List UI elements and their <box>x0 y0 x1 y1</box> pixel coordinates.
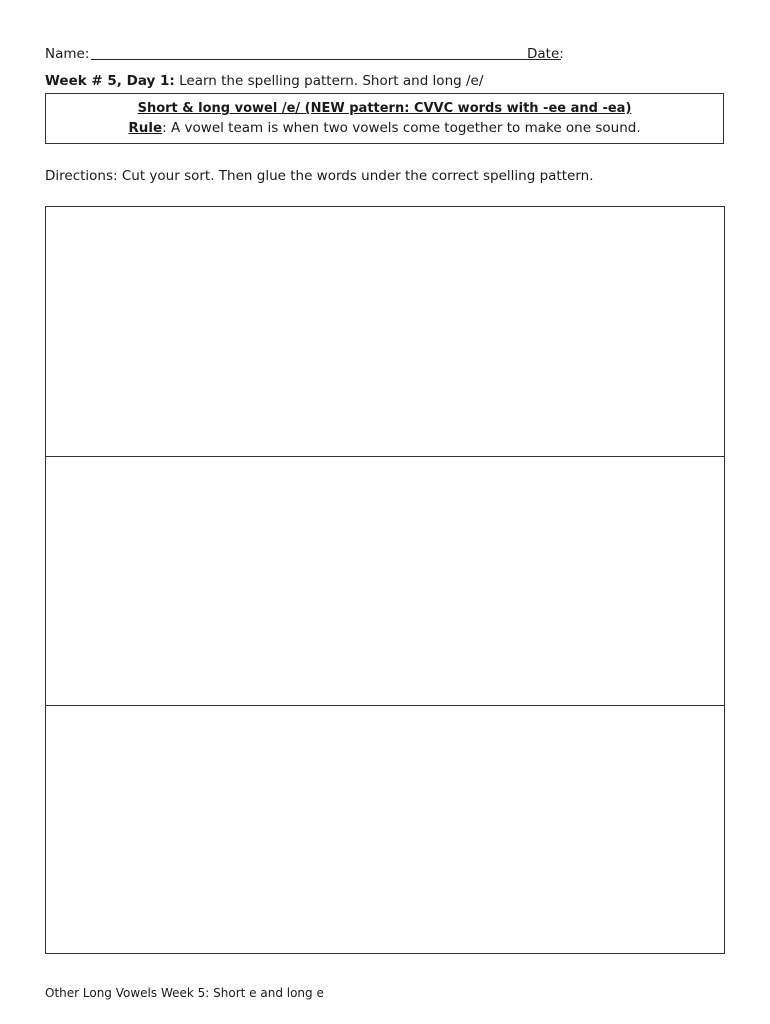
rule-box <box>45 93 724 144</box>
sort-section-2[interactable] <box>46 456 724 705</box>
week-day-description: Learn the spelling pattern. Short and long /e/ <box>174 73 484 89</box>
sort-section-1[interactable] <box>46 207 724 456</box>
week-day-heading <box>45 71 735 91</box>
rule-description: : A vowel team is when two vowels come together to make one sound. <box>162 120 641 136</box>
name-label: Name: <box>45 46 90 62</box>
rule-label: Rule <box>128 120 163 136</box>
week-day-label: Week # 5, Day 1: <box>45 73 175 89</box>
date-label: Date: <box>527 46 564 62</box>
name-date-row <box>45 44 725 64</box>
page-footer: Other Long Vowels Week 5: Short e and long e <box>45 986 324 1000</box>
name-blank-line[interactable] <box>91 59 561 60</box>
directions-text: Directions: Cut your sort. Then glue the words under the correct spelling pattern. <box>45 168 594 184</box>
sort-area <box>45 206 725 954</box>
rule-statement <box>46 119 723 137</box>
rule-box-title: Short & long vowel /e/ (NEW pattern: CVVC words with -ee and -ea) <box>137 101 632 116</box>
sort-section-3[interactable] <box>46 705 724 954</box>
